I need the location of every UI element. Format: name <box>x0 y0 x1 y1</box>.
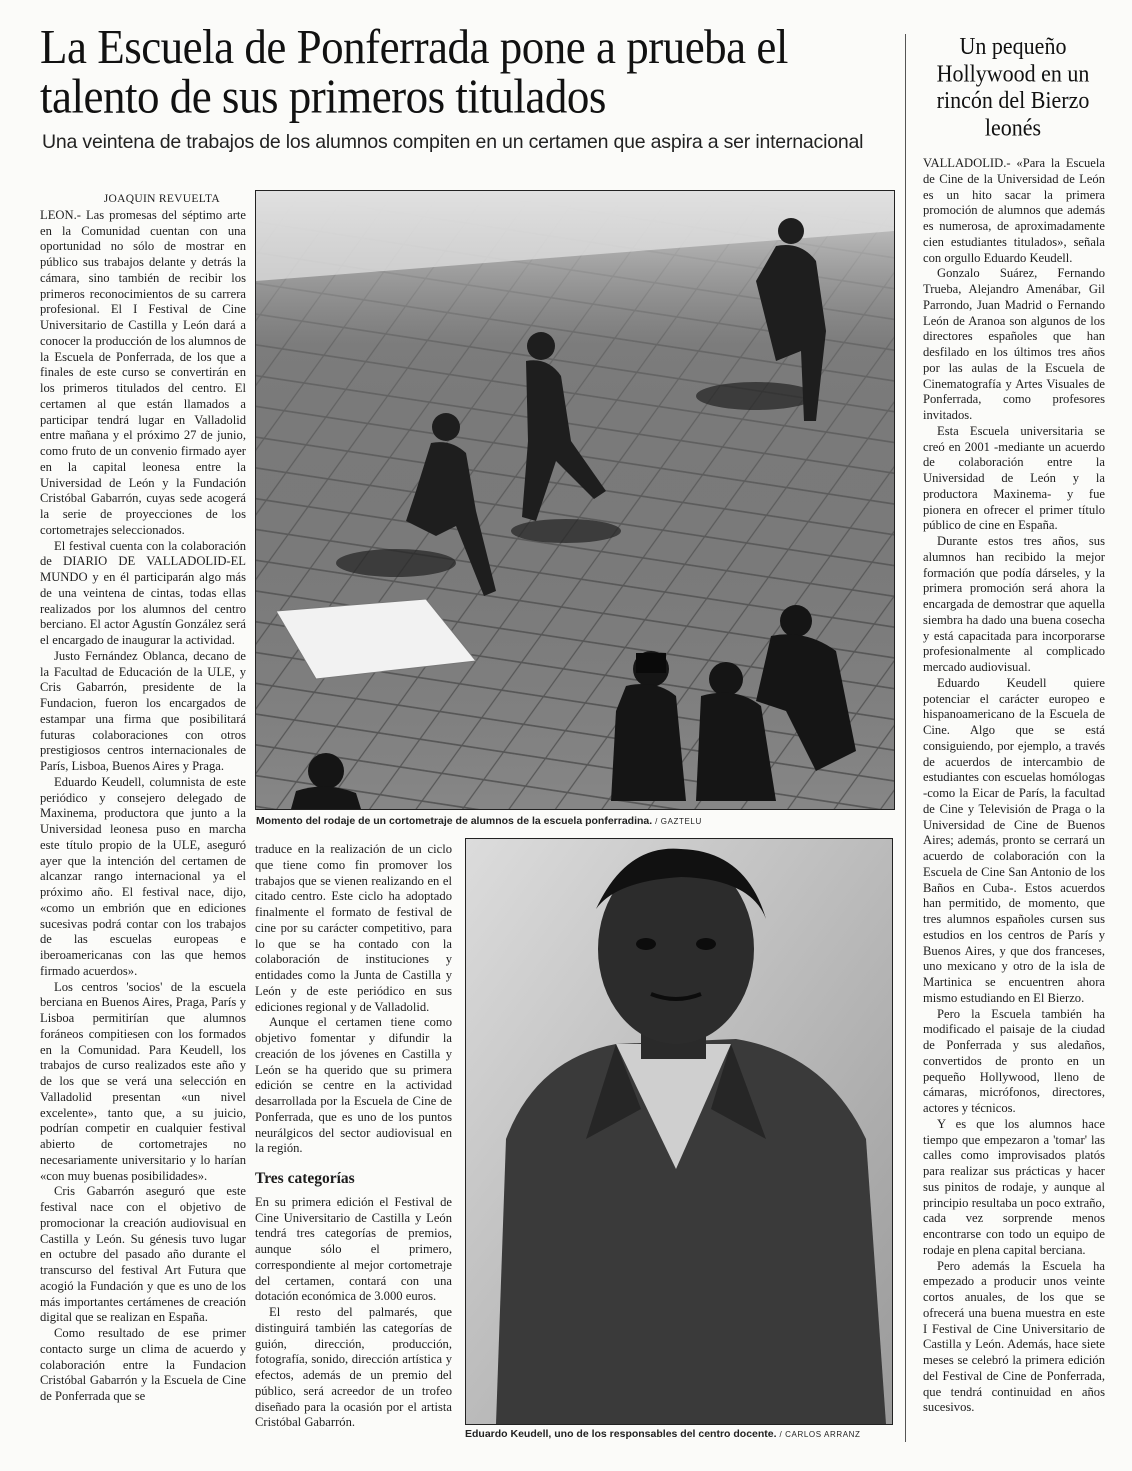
paragraph: Pero la Escuela también ha modificado el paisaje de la ciudad de Ponferrada y sus aledaños, convertidos de pronto en un pequeño Hollywood, lleno de cámaras, micrófonos, directores, actores y técnicos. <box>923 1006 1105 1115</box>
filming-photo <box>255 190 895 810</box>
paragraph: Los centros 'socios' de la escuela berciana en Buenos Aires, Praga, París y Lisboa permitirían que alumnos foráneos compitiesen con los formados en la Comunidad. Para Keudell, los trabajos de curso realizados este año y de los que se verá una selección en Valladolid presentan «un nivel excelente», tanto que, a su juicio, podrían competir en cualquier festival abierto de cortometrajes no necesariamente universitario y lo harían «con muy buenas posibilidades». <box>40 979 246 1183</box>
sidebar-column <box>923 156 1105 1446</box>
filming-photo-illustration <box>256 191 894 809</box>
paragraph: En su primera edición el Festival de Cine Universitario de Castilla y León tendrá tres categorías de premios, aunque sólo el primero, correspondiente al mejor cortometraje del certamen, contará con una dotación económica de 3.000 euros. <box>255 1194 452 1304</box>
paragraph: Y es que los alumnos hace tiempo que empezaron a 'tomar' las calles como improvisados platós para realizar sus prácticas y hacer sus pinitos de rodaje, y aunque al principio resultaba un poco extraño, cada vez sorprende menos encontrarse con todo un equipo de rodaje en plena capital berciana. <box>923 1116 1105 1257</box>
portrait-photo <box>465 838 893 1425</box>
photo-caption <box>256 815 896 828</box>
caption-text: Momento del rodaje de un cortometraje de alumnos de la escuela ponferradina. <box>256 815 653 827</box>
paragraph: traduce en la realización de un ciclo que tiene como fin promover los trabajos que se vienen realizando en el citado centro. Este ciclo ha adoptado finalmente el formato de festival de cine por su carácter competitivo, para lo que se ha contado con la colaboración de instituciones y entidades como la Junta de Castilla y León y de este periódico en sus ediciones regional y de Valladolid. <box>255 842 452 1014</box>
deck: Una veintena de trabajos de los alumnos compiten en un certamen que aspira a ser internacional <box>42 131 864 153</box>
photo-caption <box>465 1428 891 1441</box>
paragraph: LEON.- Las promesas del séptimo arte en la Comunidad cuentan con una oportunidad no sólo de mostrar en público sus trabajos delante y detrás la cámara, sino también de recibir los primeros reconocimientos de su carrera profesional. El I Festival de Cine Universitario de Castilla y León dará a conocer la producción de los alumnos de la Escuela de Ponferrada, de los que a finales de este curso se convertirán en los primeros titulados del centro. El certamen al que están llamados a participar tendrá lugar en Valladolid entre mañana y el próximo 27 de junio, como fruto de un convenio firmado ayer en la capital leonesa entre la Universidad de León y la Fundación Cristóbal Gabarrón, cuyas sede acogerá la serie de proyecciones de los cortometrajes seleccionados. <box>40 207 246 537</box>
byline: JOAQUIN REVUELTA <box>103 193 220 205</box>
sidebar-title: Un pequeño Hollywood en un rincón del Bierzo leonés <box>936 31 1090 141</box>
paragraph: Justo Fernández Oblanca, decano de la Facultad de Educación de la ULE, y Cris Gabarrón, presidente de la Fundacion, fueron los encargados de estampar una firma que posibilitará futuras colaboraciones con otros prestigiosos centros internacionales de París, Lisboa, Buenos Aires y Praga. <box>40 648 246 773</box>
paragraph: VALLADOLID.- «Para la Escuela de Cine de la Universidad de León es un hito sacar la primera promoción de alumnos que además es numerosa, de aproximadamente cien estudiantes titulados», señala con orgullo Eduardo Keudell. <box>923 156 1105 265</box>
paragraph: Aunque el certamen tiene como objetivo fomentar y difundir la creación de los jóvenes en Castilla y León se ha querido que su primera edición se centre en la actividad desarrollada por la Escuela de Cine de Ponferrada, que es uno de los puntos neurálgicos del sector audiovisual en la región. <box>255 1015 452 1156</box>
paragraph: El festival cuenta con la colaboración de DIARIO DE VALLADOLID-EL MUNDO y en él participarán algo más de una veintena de cintas, todas ellas realizados por los alumnos del centro berciano. El actor Agustín González será el encargado de inaugurar la actividad. <box>40 538 246 647</box>
paragraph: Gonzalo Suárez, Fernando Trueba, Alejandro Amenábar, Gil Parrondo, Juan Madrid o Fernando León de Aranoa son algunos de los directores españoles que han desfilado en los últimos tres años por las aulas de la Escuela de Cinematografía y Artes Visuales de Ponferrada, como profesores invitados. <box>923 266 1105 422</box>
sidebar-divider <box>905 34 906 1442</box>
paragraph: Como resultado de ese primer contacto surge un clima de acuerdo y colaboración entre la Fundacion Cristóbal Gabarrón y la Escuela de Cine de Ponferrada que se <box>40 1326 246 1403</box>
photo-credit: / CARLOS ARRANZ <box>779 1430 861 1439</box>
paragraph: Durante estos tres años, sus alumnos han recibido la mejor formación que podía dárseles, y la primera promoción será ahora la encargada de demostrar que aquella siembra ha dado una buena cosecha y está capacitada para incorporarse profesionalmente al complicado mercado audiovisual. <box>923 534 1105 674</box>
paragraph: Eduardo Keudell quiere potenciar el carácter europeo e hispanoamericano de la Escuela de Cine. Algo que se está consiguiendo, por ejemplo, a través de acuerdos de intercambio de estudiantes con escuelas homólogas -como la Eicar de París, la facultad de Cine y Televisión de Praga o la Universidad de Cine de Buenos Aires; además, pronto se cerrará un acuerdo de colaboración con la Escuela de Cine San Antonio de los Baños en Cuba-. Estos acuerdos han permitido, de momento, que tres alumnos españoles cursen sus estudios en los centros de París y Buenos Aires, y que dos franceses, uno mexicano y otro de la isla de Martinica se encuentren ahora mismo estudiando en El Bierzo. <box>923 675 1105 1005</box>
main-column-2 <box>255 842 452 1442</box>
paragraph: Cris Gabarrón aseguró que este festival nace con el objetivo de promocionar la creación audiovisual en Castilla y León. Su génesis tuvo lugar en octubre del pasado año durante el transcurso del festival Art Futura que acogió la Fundación y que es uno de los más importantes certámenes de creación digital que se realizan en España. <box>40 1184 246 1325</box>
paragraph: El resto del palmarés, que distinguirá también las categorías de guión, dirección, producción, fotografía, sonido, dirección artística y efectos, además de un premio del público, será acreedor de un trofeo diseñado para la ocasión por el artista Cristóbal Gabarrón. <box>255 1305 452 1430</box>
paragraph: Pero además la Escuela ha empezado a producir unos veinte cortos anuales, de los que se ofrecerá una buena muestra en este I Festival de Cine Universitario de Castilla y León. Además, hace siete meses se celebró la primera edición del Festival de Cine de Ponferrada, que tendrá continuidad en años sucesivos. <box>923 1258 1105 1415</box>
subhead: Tres categorías <box>255 1170 355 1187</box>
photo-credit: / GAZTELU <box>655 817 702 826</box>
portrait-photo-illustration <box>466 839 892 1424</box>
main-column-1 <box>40 192 246 1442</box>
headline: La Escuela de Ponferrada pone a prueba el talento de sus primeros titulados <box>40 19 788 124</box>
caption-text: Eduardo Keudell, uno de los responsables del centro docente. <box>465 1428 777 1440</box>
paragraph: Esta Escuela universitaria se creó en 2001 -mediante un acuerdo de colaboración entre la Universidad de León y la productora Maxinema- y fue pionera en ofrecer el primer título público de cine en España. <box>923 423 1105 533</box>
paragraph: Eduardo Keudell, columnista de este periódico y consejero delegado de Maxinema, productora que junto a la Universidad leonesa puso en marcha este título propio de la ULE, aseguró ayer que la intención del certamen de alcanzar rango internacional ya el próximo año. El festival nace, dijo, «como un embrión que en ediciones sucesivas podrá contar con los trabajos de las escuelas europeas e iberoamericanas con las que hemos firmado acuerdos». <box>40 774 246 978</box>
